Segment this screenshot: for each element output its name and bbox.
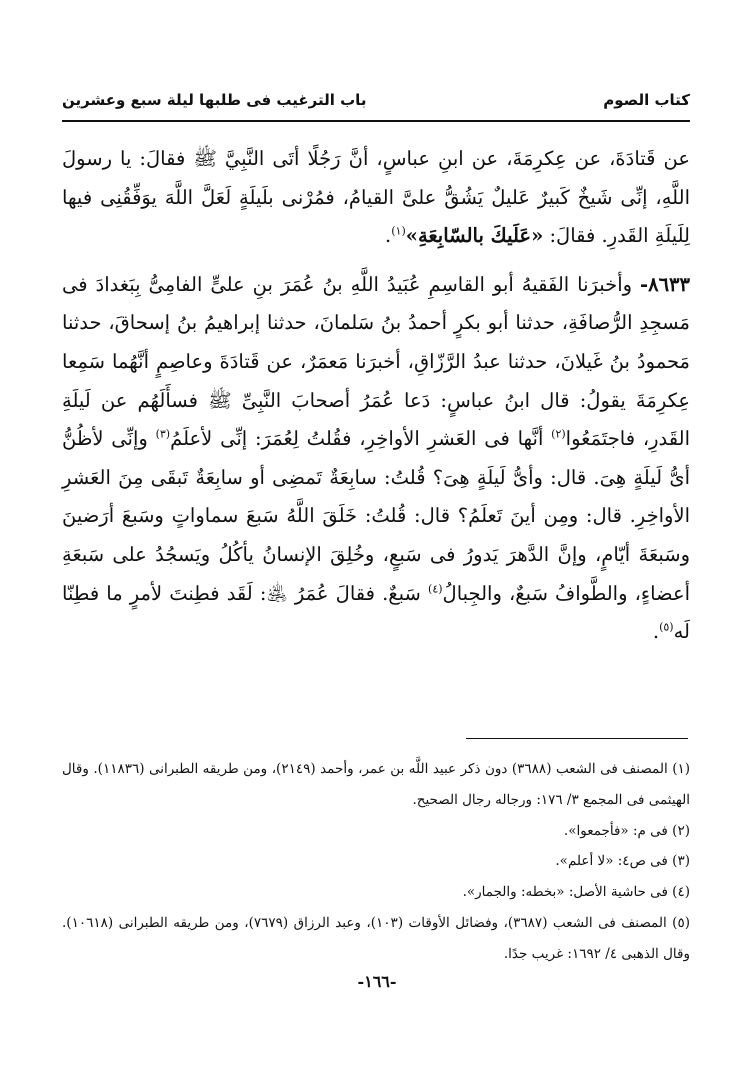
footnote-ref-1[interactable]: (١) <box>391 224 406 238</box>
main-text <box>62 140 690 652</box>
para1-end: . <box>385 224 392 248</box>
para2-end: . <box>652 620 660 644</box>
para2-text-d: سَبعٌ. فقالَ عُمَرُ ﵁: لَقَد فطِنتَ لأمرٍ ما فطِنّا لَه <box>62 581 690 644</box>
footnote-2: (٢) فى م: «فأجمعوا». <box>563 822 690 839</box>
hadith-number: ٨٦٣٣- <box>640 272 690 296</box>
header-rule <box>62 120 690 122</box>
running-header <box>62 86 690 114</box>
paragraph-hadith-8633 <box>62 266 690 652</box>
footnote-1: (١) المصنف فى الشعب (٣٦٨٨) دون ذكر عبيد اللَّه بن عمر، وأحمد (٢١٤٩)، ومن طريقه الطبرانى (١١٨٣٦). وقال الهيثمى فى المجمع ٣/ ١٧٦: ورجاله رجال الصحيح. <box>62 761 691 808</box>
footnote-ref-3[interactable]: (٣) <box>155 427 171 441</box>
paragraph-hadith-continuation <box>62 140 690 256</box>
footnote-5: (٥) المصنف فى الشعب (٣٦٨٧)، وفضائل الأوقات (١٠٣)، وعبد الرزاق (٧٦٧٩)، ومن طريقه الطبرانى (١٠٦١٨). وقال الذهبى ٤/ ١٦٩٢: غريب جدًا. <box>62 914 690 962</box>
para1-text: عن قَتادَةَ، عن عِكرِمَةَ، عن ابنِ عباسٍ، أنَّ رَجُلًا أتَى النَّبِيَّ ﷺ فقالَ: يا رسولَ اللَّهِ، إنِّى شَيخٌ كَبيرٌ عَليلٌ يَشُقُّ علىَّ القيامُ، فمُرْنى بلَيلَةٍ لَعَلَّ اللَّهَ يوَفِّقُنِى فيها لِلَيلَةِ القَدرِ. فقالَ: <box>62 147 690 248</box>
footnotes <box>62 754 690 970</box>
footnote-3: (٣) فى ص٤: «لا أعلم». <box>555 853 690 870</box>
para2-text-c: وإنِّى لأظُنُّ أىُّ لَيلَةٍ هِىَ. قال: وأىُّ لَيلَةٍ هِىَ؟ قُلتُ: سابِعَةٌ تَمضِى أو سابِعَةٌ تَبقَى مِنَ العَشرِ الأواخِرِ. قال: ومِن أينَ تَعلَمُ؟ قال: قُلتُ: خَلَقَ اللَّهُ سَبعَ سماواتٍ وسَبعَ أرَضينَ وسَبعَةَ أيّامٍ، وإنَّ الدَّهرَ يَدورُ فى سَبعٍ، وخُلِقَ الإنسانُ يأكُلُ ويَسجُدُ على سَبعَةِ أعضاءٍ، والطَّوافُ سَبعٌ، والجِبالُ <box>62 427 690 605</box>
footnote-4: (٤) فى حاشية الأصل: «بخطه: والجمار». <box>462 884 690 901</box>
page-number: -١٦٦- <box>357 972 397 991</box>
prophet-quote: «عَلَيكَ بالسّابِعَةِ» <box>405 224 544 248</box>
footnote-ref-5[interactable]: (٥) <box>659 620 674 634</box>
footnote-rule <box>466 738 688 739</box>
para2-text-a: وأخبرَنا الفَقيهُ أبو القاسِمِ عُبَيدُ اللَّهِ بنُ عُمَرَ بنِ علىٍّ الفامِىُّ بِبَغدادَ فى مَسجِدِ الرُّصافَةِ، حدثنا أبو بكرٍ أحمدُ بنُ سَلمانَ، حدثنا إبراهيمُ بنُ إسحاقَ، حدثنا مَحمودُ بنُ غَيلانَ، حدثنا عبدُ الرَّزّاقِ، أخبرَنا مَعمَرٌ، عن قَتادَةَ وعاصِمٍ أنَّهُما سَمِعا عِكرِمَةَ يقولُ: قال ابنُ عباسٍ: دَعا عُمَرُ أصحابَ النَّبِىِّ ﷺ فسأَلَهُم عن لَيلَةِ القَدرِ، فاجتَمَعُوا <box>62 272 690 451</box>
para2-text-b: أنَّها فى العَشرِ الأواخِرِ، فقُلتُ لِعُمَرَ: إنِّى لأعلَمُ <box>170 427 552 451</box>
footnote-ref-2[interactable]: (٢) <box>551 427 566 441</box>
chapter-title: باب الترغيب فى طلبها ليلة سبع وعشرين <box>62 91 367 109</box>
footnote-ref-4[interactable]: (٤) <box>428 582 443 596</box>
book-title: كتاب الصوم <box>603 91 690 109</box>
